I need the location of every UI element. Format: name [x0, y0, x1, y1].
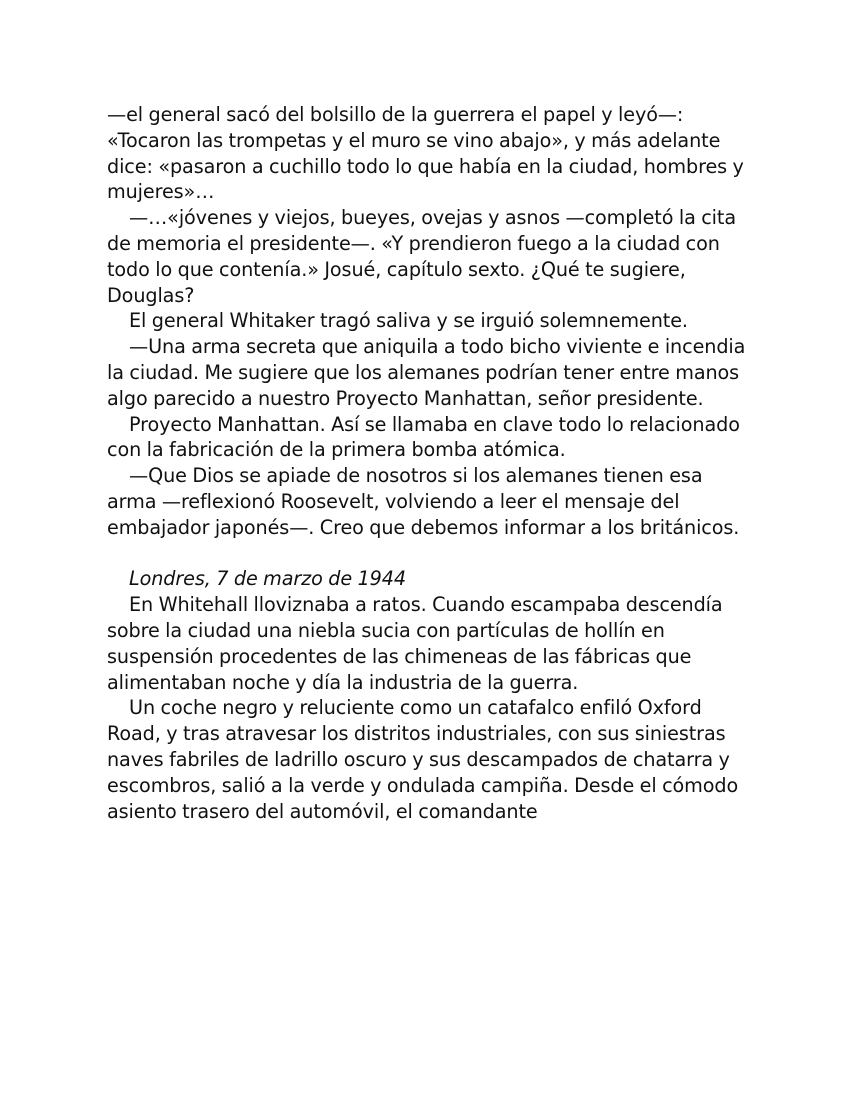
paragraph: —…«jóvenes y viejos, bueyes, ovejas y asnos —completó la cita de memoria el presidente—. «Y prendieron fuego a la ciudad con todo lo que contenía.» Josué, capítulo sexto. ¿Qué te sugiere, Douglas?: [107, 206, 736, 307]
section-date-heading: Londres, 7 de marzo de 1944: [129, 567, 407, 591]
paragraph: Proyecto Manhattan. Así se llamaba en clave todo lo relacionado con la fabricación de la primera bomba atómica.: [107, 412, 740, 462]
document-page: [107, 102, 747, 824]
paragraph: —el general sacó del bolsillo de la guerrera el papel y leyó—: «Tocaron las trompetas y el muro se vino abajo», y más adelante dice: «pasaron a cuchillo todo lo que había en la ciudad, hombres y mujeres»…: [107, 103, 744, 204]
paragraph: En Whitehall lloviznaba a ratos. Cuando escampaba descendía sobre la ciudad una niebla sucia con partículas de hollín en suspensión procedentes de las chimeneas de las fábricas que alimentaban noche y día la industria de la guerra.: [107, 593, 723, 694]
paragraph: —Que Dios se apiade de nosotros si los alemanes tienen esa arma —reflexionó Roosevelt, volviendo a leer el mensaje del embajador japonés—. Creo que debemos informar a los británicos.: [107, 464, 740, 539]
section-break: [107, 541, 747, 567]
paragraph: Un coche negro y reluciente como un catafalco enfiló Oxford Road, y tras atravesar los distritos industriales, con sus siniestras naves fabriles de ladrillo oscuro y sus descampados de chatarra y escombros, salió a la verde y ondulada campiña. Desde el cómodo asiento trasero del automóvil, el comandante: [107, 696, 739, 823]
paragraph: El general Whitaker tragó saliva y se irguió solemnemente.: [129, 309, 688, 333]
paragraph: —Una arma secreta que aniquila a todo bicho viviente e incendia la ciudad. Me sugiere que los alemanes podrían tener entre manos algo parecido a nuestro Proyecto Manhattan, señor presidente.: [107, 335, 746, 410]
